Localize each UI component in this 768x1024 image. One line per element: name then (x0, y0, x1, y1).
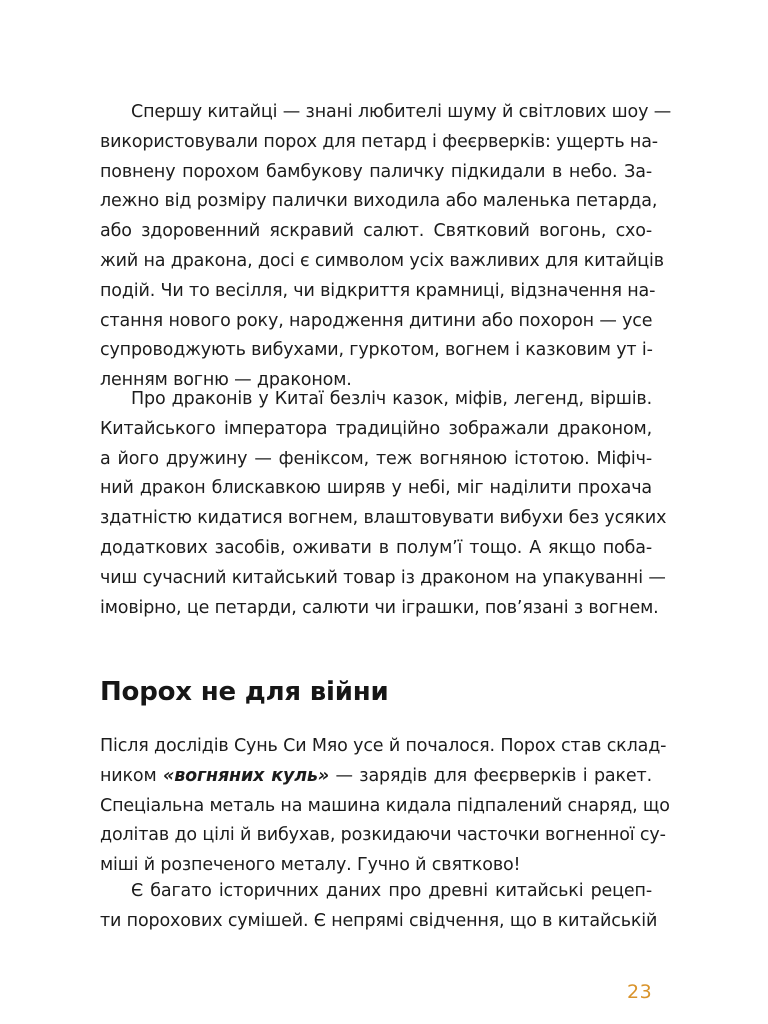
line-text: ником (100, 765, 164, 786)
paragraph-line: імовірно, це петарди, салюти чи іграшки, пов’язані з вогнем. (100, 597, 659, 618)
paragraph-line: подій. Чи то весілля, чи відкриття крамниці, відзначення на- (100, 280, 656, 301)
paragraph-line: лежно від розміру палички виходила або маленька петарда, (100, 191, 658, 212)
page-number: 23 (627, 981, 653, 1003)
paragraph-line: Про драконів у Китаї безліч казок, міфів, легенд, віршів. (131, 389, 652, 409)
paragraph-line: або здоровенний яскравий салют. Святковий вогонь, схо- (100, 221, 652, 242)
section-heading: Порох не для війни (100, 677, 389, 707)
paragraph-line: а його дружину — феніксом, теж вогняною істотою. Міфіч- (100, 448, 652, 469)
paragraph-line: супроводжують вибухами, гуркотом, вогнем і казковим ут і- (100, 340, 653, 361)
paragraph-line: Є багато історичних даних про древні китайські рецеп- (131, 881, 652, 901)
paragraph-line (100, 762, 652, 792)
paragraph-1 (100, 98, 672, 396)
paragraph-line: Китайського імператора традиційно зображали драконом, (100, 418, 652, 439)
paragraph-line: ти порохових сумішей. Є непрямі свідчення, що в китайській (100, 910, 658, 931)
paragraph-line: додаткових засобів, оживати в полум’ї тощо. А якщо поба- (100, 537, 652, 558)
paragraph-line: ний дракон блискавкою ширяв у небі, міг наділити прохача (100, 478, 652, 499)
paragraph-line: ленням вогню — драконом. (100, 370, 352, 391)
paragraph-line: міші й розпеченого металу. Гучно й святково! (100, 855, 521, 876)
paragraph-line: долітав до цілі й вибухав, розкидаючи часточки вогненної су- (100, 825, 666, 846)
paragraph-line: Спершу китайці — знані любителі шуму й світлових шоу — (131, 102, 672, 122)
paragraph-line: повнену порохом бамбукову паличку підкидали в небо. За- (100, 161, 652, 182)
paragraph-3 (100, 732, 670, 881)
paragraph-4 (100, 877, 658, 937)
paragraph-line: жий на дракона, досі є символом усіх важливих для китайців (100, 250, 664, 271)
paragraph-line: чиш сучасний китайський товар із драконом на упакуванні — (100, 567, 666, 588)
emphasized-term: «вогняних куль» (163, 765, 330, 786)
paragraph-line: Спеціальна металь на машина кидала підпалений снаряд, що (100, 795, 670, 816)
paragraph-line: використовували порох для петард і феєрверків: ущерть на- (100, 131, 658, 152)
paragraph-2 (100, 385, 667, 623)
line-text: — зарядів для феєрверків і ракет. (329, 765, 652, 786)
paragraph-line: стання нового року, народження дитини або похорон — усе (100, 310, 653, 331)
paragraph-line: Після дослідів Сунь Си Мяо усе й почалося. Порох став склад- (100, 736, 667, 756)
paragraph-line: здатністю кидатися вогнем, влаштовувати вибухи без усяких (100, 508, 667, 529)
